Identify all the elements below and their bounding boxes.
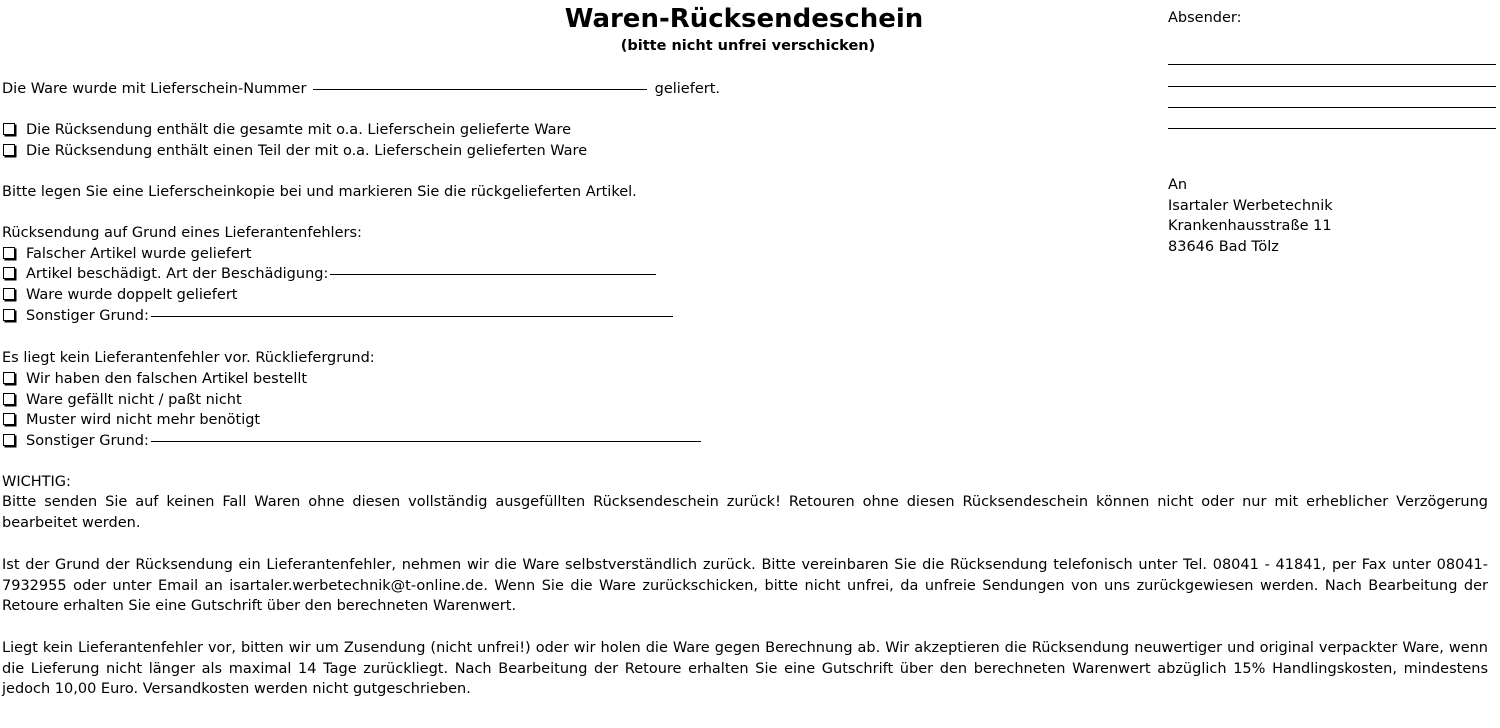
list-item	[2, 244, 251, 265]
page-title: Waren-Rücksendeschein	[564, 4, 924, 34]
recipient-line: Isartaler Werbetechnik	[1168, 198, 1333, 214]
list-item	[2, 390, 242, 411]
option-label: Artikel beschädigt. Art der Beschädigung:	[26, 266, 329, 282]
option-label: Muster wird nicht mehr benötigt	[26, 412, 261, 428]
supplier-error-paragraph: Ist der Grund der Rücksendung ein Lieferantenfehler, nehmen wir die Ware selbstverständlich zurück. Bitte vereinbaren Sie die Rücksendung telefonisch unter Tel. 08041 - 41841, per Fax unter 08041-7932955 oder unter Email an isartaler.werbetechnik@t-online.de. Wenn Sie die Ware zurückschicken, bitte nicht unfrei, da unfreie Sendungen von uns zurückgewiesen werden. Nach Bearbeitung der Retoure erhalten Sie eine Gutschrift über den berechneten Warenwert.	[2, 557, 1488, 615]
important-paragraph: Bitte senden Sie auf keinen Fall Waren ohne diesen vollständig ausgefüllten Rücksendeschein zurück! Retouren ohne diesen Rücksendeschein können nicht oder nur mit erheblicher Verzögerung bearbeitet werden.	[2, 494, 1488, 531]
list-item	[2, 431, 704, 452]
sender-line-4[interactable]	[1168, 128, 1496, 129]
damage-type-field[interactable]	[330, 274, 656, 275]
option-label: Sonstiger Grund:	[26, 433, 149, 449]
list-item	[2, 264, 659, 285]
checkbox[interactable]	[3, 123, 15, 135]
recipient-line: 83646 Bad Tölz	[1168, 239, 1279, 255]
sender-line-1[interactable]	[1168, 64, 1496, 65]
list-item	[2, 306, 676, 327]
checkbox[interactable]	[3, 144, 15, 156]
list-item	[2, 141, 587, 162]
option-label: Ware gefällt nicht / paßt nicht	[26, 392, 242, 408]
list-item	[2, 120, 571, 141]
delivery-instruction: Bitte legen Sie eine Lieferscheinkopie bei und markieren Sie die rückgelieferten Artikel.	[2, 184, 637, 200]
no-error-heading: Es liegt kein Lieferantenfehler vor. Rückliefergrund:	[2, 350, 375, 366]
delivery-suffix: geliefert.	[654, 81, 721, 97]
important-label: WICHTIG:	[2, 474, 71, 490]
option-label: Ware wurde doppelt geliefert	[26, 287, 238, 303]
option-label: Falscher Artikel wurde geliefert	[26, 246, 252, 262]
checkbox[interactable]	[3, 309, 15, 321]
sender-line-3[interactable]	[1168, 107, 1496, 108]
recipient-line: An	[1168, 177, 1188, 193]
delivery-number-field[interactable]	[313, 89, 647, 90]
list-item	[2, 410, 260, 431]
other-reason-field[interactable]	[151, 441, 701, 442]
recipient-line: Krankenhausstraße 11	[1168, 218, 1332, 234]
checkbox[interactable]	[3, 434, 15, 446]
option-label: Sonstiger Grund:	[26, 308, 149, 324]
checkbox[interactable]	[3, 393, 15, 405]
checkbox[interactable]	[3, 413, 15, 425]
checkbox[interactable]	[3, 288, 15, 300]
delivery-note-line	[2, 79, 720, 100]
delivery-prefix: Die Ware wurde mit Lieferschein-Nummer	[2, 81, 307, 97]
option-label: Die Rücksendung enthält die gesamte mit o.a. Lieferschein gelieferte Ware	[26, 122, 572, 138]
list-item	[2, 285, 237, 306]
checkbox[interactable]	[3, 247, 15, 259]
other-reason-field[interactable]	[151, 316, 673, 317]
supplier-error-heading: Rücksendung auf Grund eines Lieferantenfehlers:	[2, 225, 362, 241]
checkbox[interactable]	[3, 267, 15, 279]
page-subtitle: (bitte nicht unfrei verschicken)	[620, 38, 876, 54]
sender-line-2[interactable]	[1168, 86, 1496, 87]
option-label: Die Rücksendung enthält einen Teil der mit o.a. Lieferschein gelieferten Ware	[26, 143, 588, 159]
checkbox[interactable]	[3, 372, 15, 384]
sender-label: Absender:	[1168, 10, 1242, 26]
no-error-paragraph: Liegt kein Lieferantenfehler vor, bitten wir um Zusendung (nicht unfrei!) oder wir holen die Ware gegen Berechnung ab. Wir akzeptieren die Rücksendung neuwertiger und original verpackter Ware, wenn die Lieferung nicht länger als maximal 14 Tage zurückliegt. Nach Bearbeitung der Retoure erhalten Sie eine Gutschrift über den berechneten Warenwert abzüglich 15% Handlingskosten, mindestens jedoch 10,00 Euro. Versandkosten werden nicht gutgeschrieben.	[2, 640, 1488, 698]
option-label: Wir haben den falschen Artikel bestellt	[26, 371, 308, 387]
list-item	[2, 369, 307, 390]
